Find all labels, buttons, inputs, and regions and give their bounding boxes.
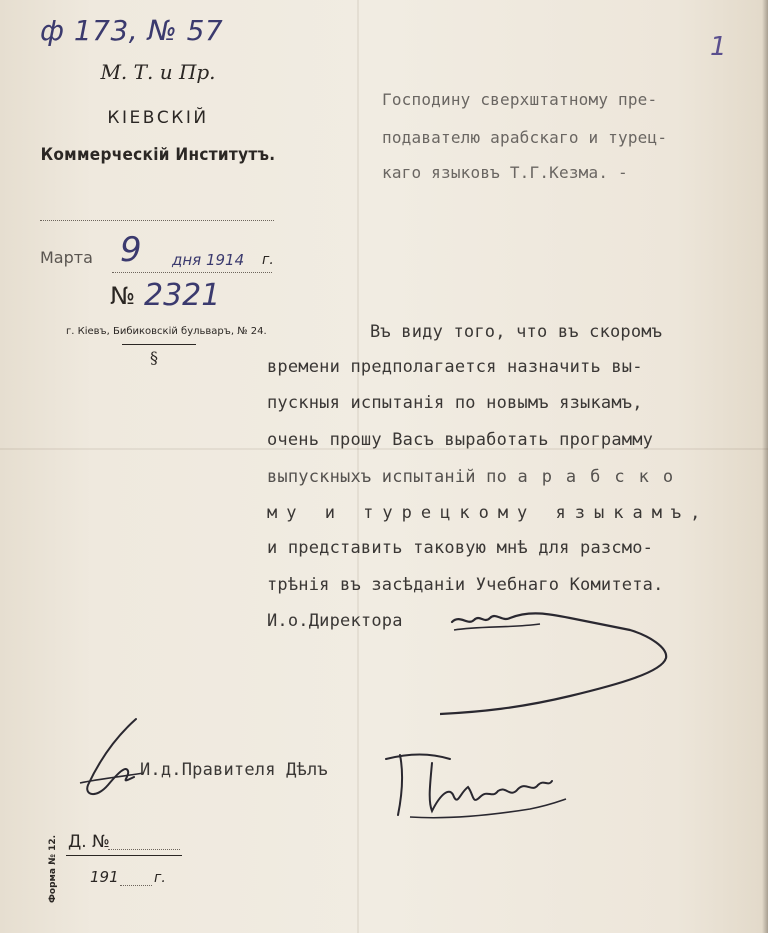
body-line <box>267 467 687 487</box>
archive-mark: ф 173, № 57 <box>40 14 224 47</box>
institute-address: г. Кіевъ, Бибиковскій бульваръ, № 24. <box>66 326 267 337</box>
institution-city: КІЕВСКІЙ <box>107 108 209 128</box>
director-signature <box>440 600 680 720</box>
number-value: 2321 <box>144 278 221 313</box>
footer-year-suffix: г. <box>154 870 166 886</box>
date-field <box>40 230 274 270</box>
date-year-suffix: г. <box>262 252 274 268</box>
date-day: 9 <box>120 230 142 270</box>
file-number-label: Д. № <box>68 832 110 852</box>
clerk-title: И.д.Правителя Дѣлъ <box>140 760 328 780</box>
footer-year-dotline <box>120 885 152 886</box>
ministry-abbrev: М. Т. и Пр. <box>100 60 216 84</box>
file-number-rule <box>66 855 182 856</box>
paper-edge-shadow <box>762 0 768 933</box>
body-line: и представить таковую мнѣ для разсмо- <box>267 538 654 558</box>
number-sign: № <box>110 282 135 310</box>
body-line: времени предполагается назначить вы- <box>267 357 643 377</box>
addressee-line: Господину сверхштатному пре- <box>382 90 658 109</box>
addressee-line: подавателю арабскаго и турец- <box>382 128 668 147</box>
date-underline <box>112 272 272 273</box>
footer-year: 191 <box>90 868 119 886</box>
institution-name: Коммерческій Институтъ. <box>40 145 276 165</box>
body-line: очень прошу Васъ выработать программу <box>267 430 654 450</box>
outgoing-number <box>110 278 221 313</box>
flourish-ornament: § <box>150 348 158 367</box>
form-number-text: Форма № 12. <box>48 834 58 903</box>
body-line: пускныя испытанія по новымъ языкамъ, <box>267 393 643 413</box>
form-number <box>48 833 62 903</box>
body-line-part: выпускныхъ испытаній по <box>267 467 508 487</box>
addressee-line: каго языковъ Т.Г.Кезма. - <box>382 163 628 182</box>
letterhead-divider <box>40 220 274 221</box>
clerk-signature <box>380 745 570 825</box>
clerk-initial-mark <box>78 715 148 815</box>
page-number: 1 <box>710 32 727 62</box>
body-line-spaced: арабско <box>517 467 688 487</box>
date-day-word-year: дня 1914 <box>172 251 245 269</box>
body-line: му и турецкому языкамъ, <box>267 503 710 523</box>
body-line: трѣнія въ засѣданіи Учебнаго Комитета. <box>267 575 664 595</box>
date-month: Марта <box>40 248 93 267</box>
address-rule <box>122 344 196 345</box>
director-title: И.о.Директора <box>267 611 403 631</box>
file-number-dotline <box>108 849 180 850</box>
body-line: Въ виду того, что въ скоромъ <box>370 322 663 342</box>
